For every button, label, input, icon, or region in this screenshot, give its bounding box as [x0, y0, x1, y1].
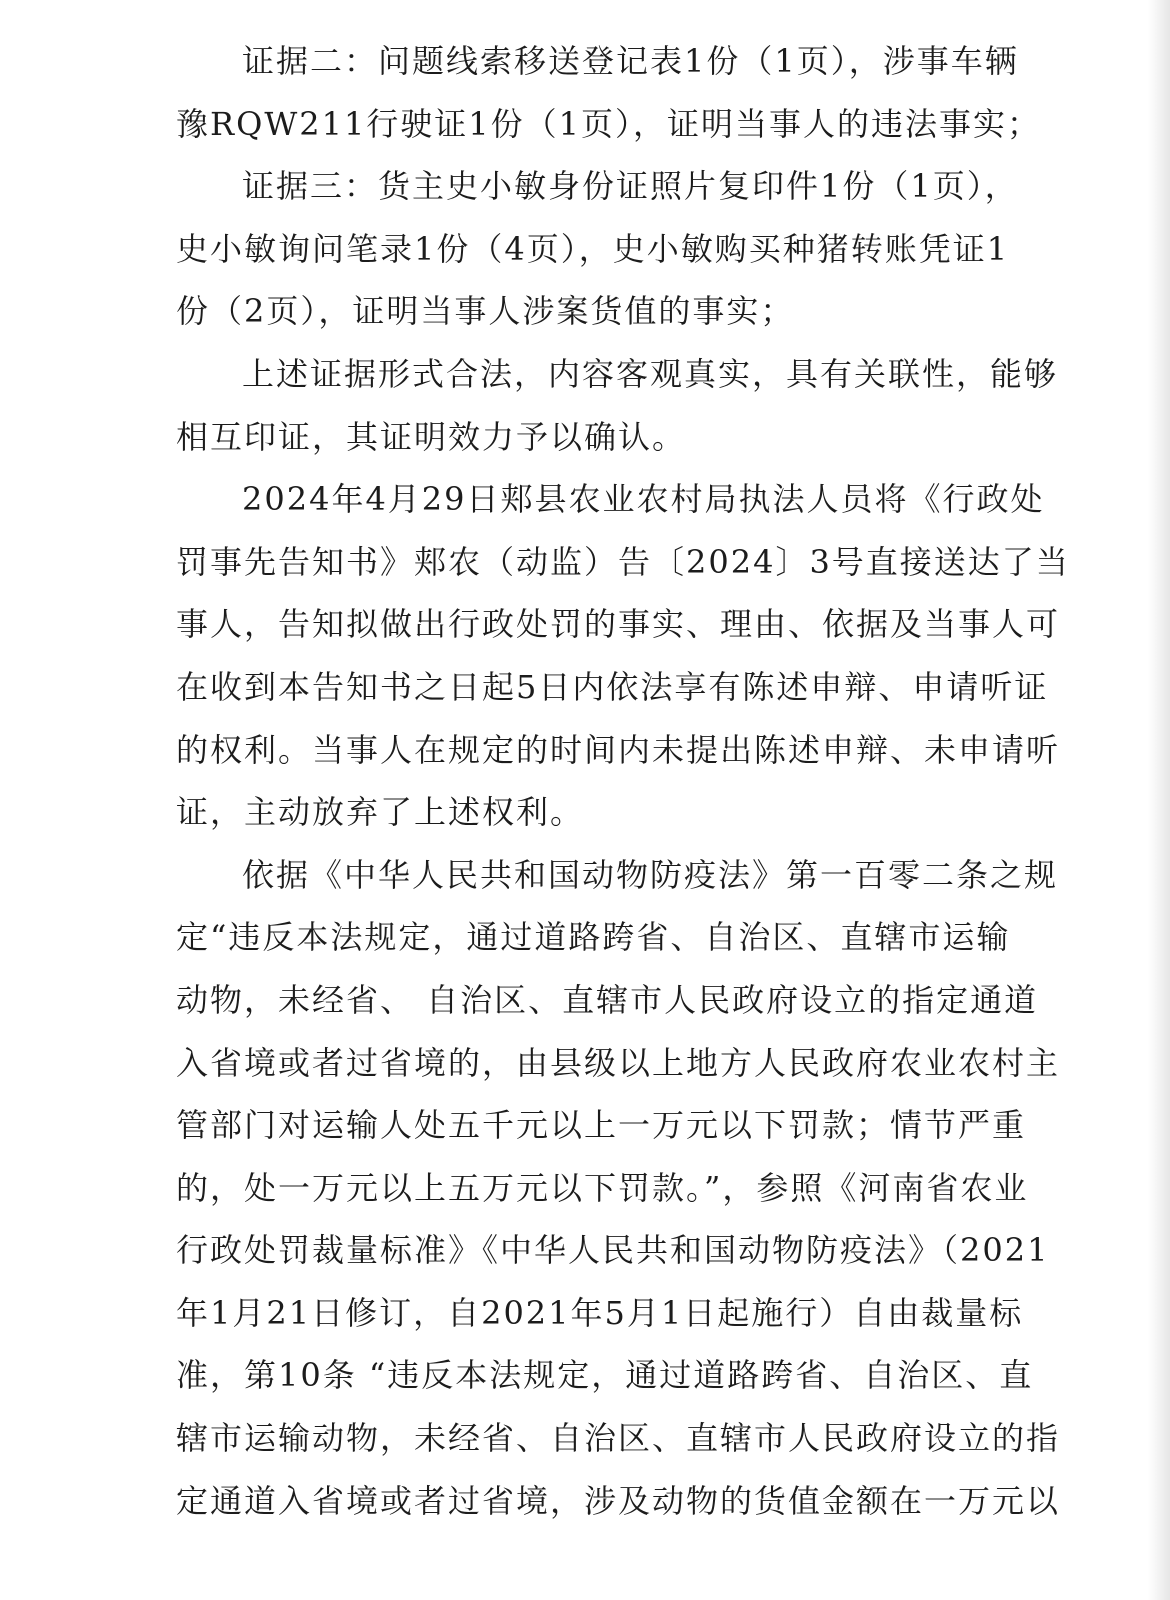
document-line: 证据三：货主史小敏身份证照片复印件1份（1页）， [242, 167, 1019, 206]
document-body [176, 30, 1086, 1532]
document-line: 准，第10条 “违反本法规定，通过道路跨省、自治区、直 [176, 1356, 1034, 1395]
document-line: 事人，告知拟做出行政处罚的事实、理由、依据及当事人可 [176, 605, 1061, 644]
document-line: 管部门对运输人处五千元以上一万元以下罚款；情节严重 [176, 1106, 1027, 1145]
document-line: 上述证据形式合法，内容客观真实，具有关联性，能够 [242, 354, 1059, 393]
document-line: 史小敏询问笔录1份（4页），史小敏购买种猪转账凭证1 [176, 229, 1010, 268]
document-line: 在收到本告知书之日起5日内依法享有陈述申辩、申请听证 [176, 667, 1049, 706]
document-line: 的，处一万元以上五万元以下罚款。”，参照《河南省农业 [176, 1168, 1029, 1207]
document-line: 证，主动放弃了上述权利。 [176, 793, 585, 832]
scan-edge-shadow [1148, 0, 1170, 1600]
document-line: 2024年4月29日郏县农业农村局执法人员将《行政处 [242, 480, 1045, 519]
document-line: 行政处罚裁量标准》《中华人民共和国动物防疫法》（2021 [176, 1231, 1050, 1270]
document-line: 相互印证，其证明效力予以确认。 [176, 417, 687, 456]
document-line: 年1月21日修订，自2021年5月1日起施行）自由裁量标 [176, 1293, 1024, 1332]
document-line: 定“违反本法规定，通过道路跨省、自治区、直辖市运输 [176, 918, 1011, 957]
document-line: 份（2页），证明当事人涉案货值的事实； [176, 292, 795, 331]
document-line: 入省境或者过省境的，由县级以上地方人民政府农业农村主 [176, 1043, 1061, 1082]
document-line: 罚事先告知书》郏农（动监）告〔2024〕3号直接送达了当 [176, 542, 1070, 581]
document-line: 定通道入省境或者过省境，涉及动物的货值金额在一万元以 [176, 1481, 1061, 1520]
document-line: 证据二：问题线索移送登记表1份（1页），涉事车辆 [242, 42, 1019, 80]
document-line: 依据《中华人民共和国动物防疫法》第一百零二条之规 [242, 855, 1059, 894]
document-line: 动物，未经省、 自治区、直辖市人民政府设立的指定通道 [176, 980, 1039, 1019]
document-line: 的权利。当事人在规定的时间内未提出陈述申辩、未申请听 [176, 730, 1061, 769]
document-line: 辖市运输动物，未经省、自治区、直辖市人民政府设立的指 [176, 1419, 1061, 1458]
document-line: 豫RQW211行驶证1份（1页），证明当事人的违法事实； [176, 104, 1042, 143]
